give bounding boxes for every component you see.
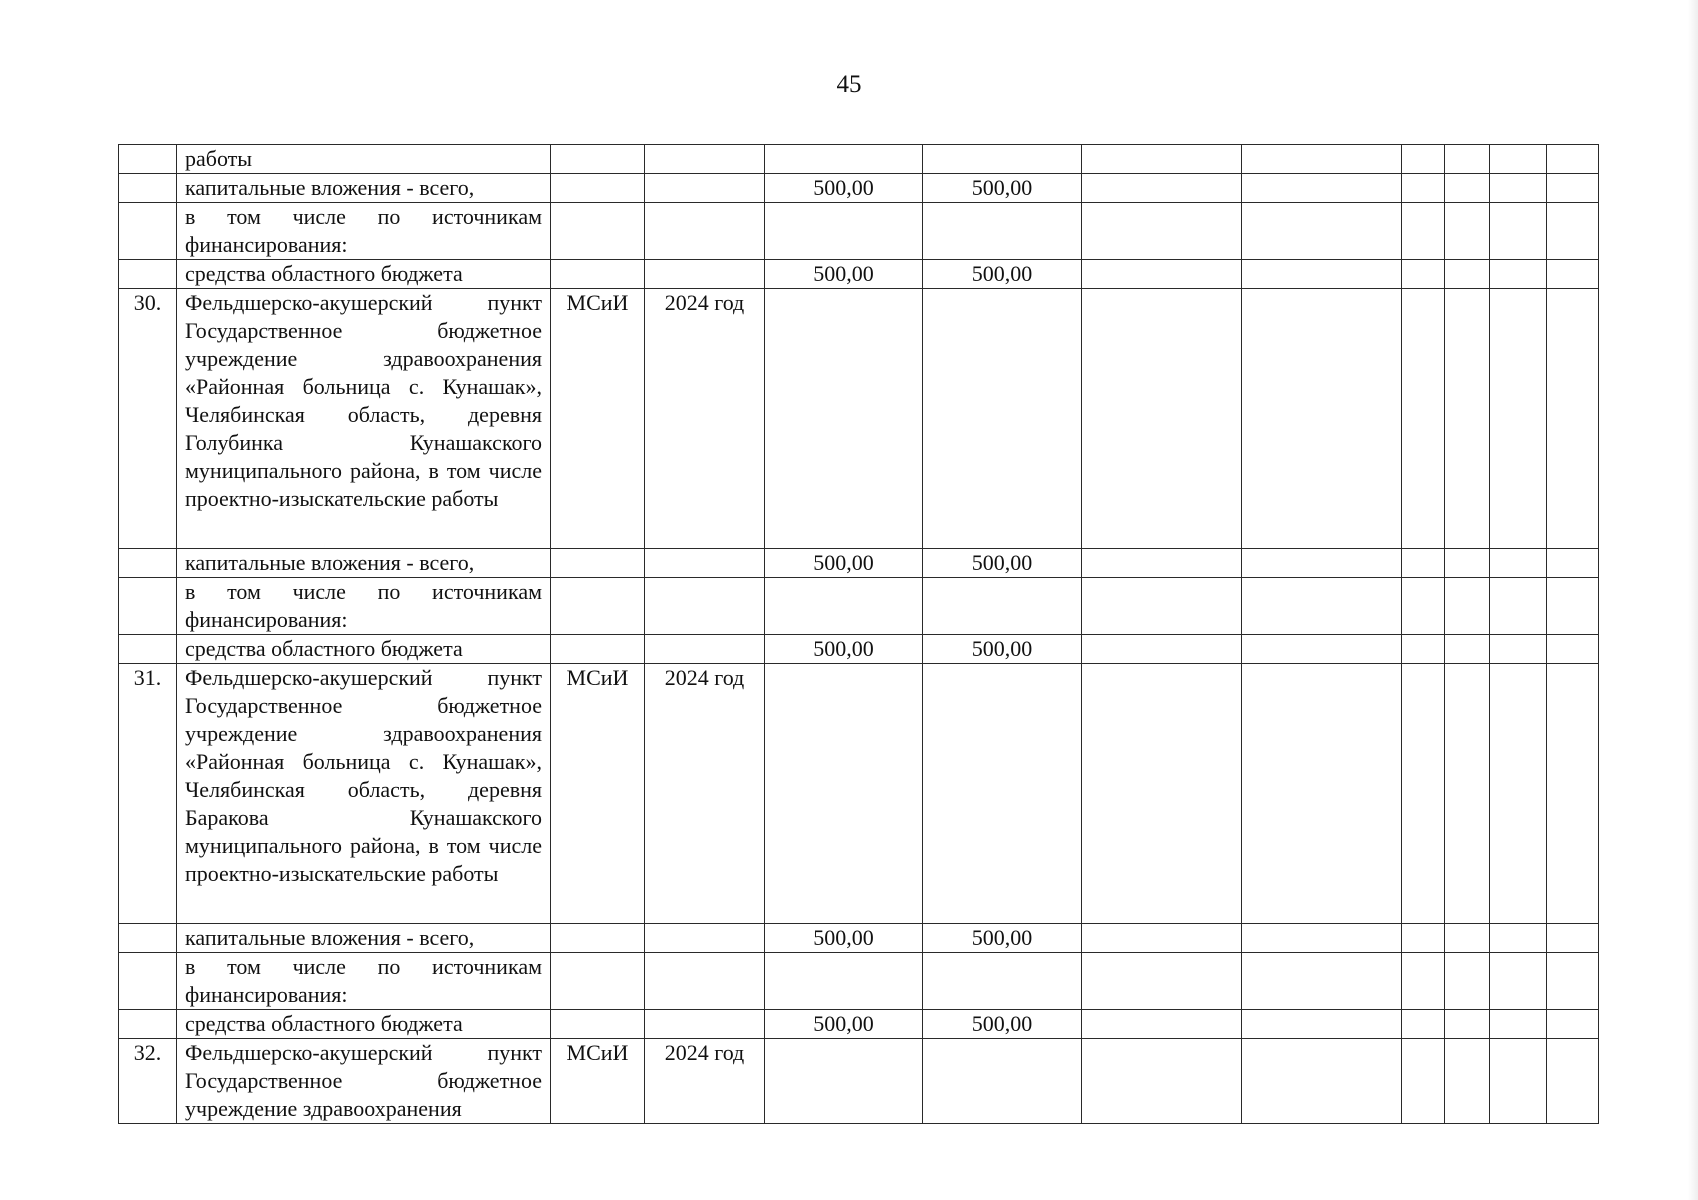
empty-cell	[1082, 924, 1242, 953]
financing-table	[118, 144, 1599, 1124]
responsible-cell	[551, 635, 645, 664]
empty-cell	[1082, 953, 1242, 1010]
amount-year-cell: 500,00	[923, 1010, 1082, 1039]
amount-total-cell	[765, 664, 923, 924]
period-cell	[645, 260, 765, 289]
table-body	[119, 145, 1599, 1124]
empty-cell	[1082, 203, 1242, 260]
row-name-cell: средства областного бюджета	[177, 635, 551, 664]
empty-cell	[1242, 924, 1402, 953]
empty-cell	[1402, 953, 1445, 1010]
amount-year-cell	[923, 1039, 1082, 1124]
amount-total-cell	[765, 145, 923, 174]
empty-cell	[1242, 1010, 1402, 1039]
empty-cell	[1490, 953, 1547, 1010]
amount-total-cell	[765, 203, 923, 260]
empty-cell	[1490, 203, 1547, 260]
table-row	[119, 549, 1599, 578]
row-name-line: финансирования:	[185, 607, 348, 632]
empty-cell	[1242, 145, 1402, 174]
empty-cell	[1082, 289, 1242, 549]
period-cell	[645, 174, 765, 203]
period-cell: 2024 год	[645, 289, 765, 549]
empty-cell	[1242, 203, 1402, 260]
period-cell	[645, 953, 765, 1010]
empty-cell	[1490, 145, 1547, 174]
period-cell: 2024 год	[645, 664, 765, 924]
amount-year-cell	[923, 145, 1082, 174]
responsible-cell	[551, 260, 645, 289]
page-number: 45	[836, 71, 862, 98]
empty-cell	[1402, 578, 1445, 635]
responsible-cell: МСиИ	[551, 664, 645, 924]
empty-cell	[1445, 635, 1490, 664]
empty-cell	[1082, 1039, 1242, 1124]
table-row	[119, 174, 1599, 203]
period-cell: 2024 год	[645, 1039, 765, 1124]
row-number-cell	[119, 260, 177, 289]
empty-cell	[1402, 289, 1445, 549]
row-number-cell	[119, 635, 177, 664]
amount-total-cell	[765, 289, 923, 549]
row-name-line: в том числе по источникам	[185, 579, 542, 604]
empty-cell	[1082, 635, 1242, 664]
amount-year-cell: 500,00	[923, 174, 1082, 203]
empty-cell	[1402, 635, 1445, 664]
empty-cell	[1490, 635, 1547, 664]
table-row	[119, 145, 1599, 174]
row-name-cell: капитальные вложения - всего,	[177, 549, 551, 578]
row-name-cell	[177, 203, 551, 260]
table-row-item	[119, 1039, 1599, 1124]
empty-cell	[1242, 289, 1402, 549]
empty-cell	[1547, 664, 1599, 924]
row-name-cell: капитальные вложения - всего,	[177, 174, 551, 203]
row-number-cell	[119, 174, 177, 203]
amount-year-cell: 500,00	[923, 260, 1082, 289]
empty-cell	[1445, 578, 1490, 635]
empty-cell	[1402, 145, 1445, 174]
amount-year-cell	[923, 953, 1082, 1010]
period-cell	[645, 145, 765, 174]
empty-cell	[1547, 924, 1599, 953]
row-number-cell: 32.	[119, 1039, 177, 1124]
empty-cell	[1402, 1010, 1445, 1039]
empty-cell	[1490, 289, 1547, 549]
amount-total-cell	[765, 1039, 923, 1124]
amount-year-cell	[923, 664, 1082, 924]
row-name-cell: работы	[177, 145, 551, 174]
empty-cell	[1082, 260, 1242, 289]
amount-total-cell: 500,00	[765, 635, 923, 664]
row-name-line: финансирования:	[185, 982, 348, 1007]
empty-cell	[1547, 145, 1599, 174]
row-name-cell	[177, 953, 551, 1010]
empty-cell	[1547, 260, 1599, 289]
empty-cell	[1402, 924, 1445, 953]
empty-cell	[1402, 260, 1445, 289]
row-name-cell: Фельдшерско-акушерский пункт Государственное бюджетное учреждение здравоохранения	[177, 1039, 551, 1124]
empty-cell	[1547, 1010, 1599, 1039]
empty-cell	[1490, 549, 1547, 578]
table-row	[119, 924, 1599, 953]
row-number-cell: 30.	[119, 289, 177, 549]
empty-cell	[1242, 174, 1402, 203]
amount-total-cell	[765, 953, 923, 1010]
empty-cell	[1242, 953, 1402, 1010]
row-number-cell	[119, 924, 177, 953]
table-row	[119, 203, 1599, 260]
empty-cell	[1242, 260, 1402, 289]
row-name-cell: средства областного бюджета	[177, 1010, 551, 1039]
empty-cell	[1547, 174, 1599, 203]
responsible-cell: МСиИ	[551, 1039, 645, 1124]
responsible-cell	[551, 953, 645, 1010]
responsible-cell	[551, 145, 645, 174]
empty-cell	[1445, 260, 1490, 289]
row-name-line: в том числе по источникам	[185, 204, 542, 229]
row-name-line: в том числе по источникам	[185, 954, 542, 979]
table-row	[119, 953, 1599, 1010]
empty-cell	[1445, 1010, 1490, 1039]
responsible-cell	[551, 549, 645, 578]
empty-cell	[1547, 953, 1599, 1010]
empty-cell	[1082, 578, 1242, 635]
empty-cell	[1242, 578, 1402, 635]
responsible-cell	[551, 203, 645, 260]
table-row-item	[119, 664, 1599, 924]
amount-total-cell: 500,00	[765, 549, 923, 578]
empty-cell	[1490, 1039, 1547, 1124]
row-name-cell: средства областного бюджета	[177, 260, 551, 289]
empty-cell	[1402, 549, 1445, 578]
period-cell	[645, 1010, 765, 1039]
table-row	[119, 578, 1599, 635]
period-cell	[645, 635, 765, 664]
row-number-cell	[119, 578, 177, 635]
empty-cell	[1242, 664, 1402, 924]
empty-cell	[1490, 174, 1547, 203]
amount-total-cell: 500,00	[765, 174, 923, 203]
empty-cell	[1547, 635, 1599, 664]
period-cell	[645, 549, 765, 578]
period-cell	[645, 203, 765, 260]
responsible-cell: МСиИ	[551, 289, 645, 549]
row-number-cell	[119, 549, 177, 578]
empty-cell	[1445, 145, 1490, 174]
table-row-item	[119, 289, 1599, 549]
empty-cell	[1082, 1010, 1242, 1039]
empty-cell	[1547, 203, 1599, 260]
empty-cell	[1547, 289, 1599, 549]
amount-total-cell: 500,00	[765, 924, 923, 953]
row-name-cell: Фельдшерско-акушерский пункт Государственное бюджетное учреждение здравоохранения «Районная больница с. Кунашак», Челябинская область, деревня Голубинка Кунашакского муниципального района, в том числе проектно-изыскательские работы	[177, 289, 551, 549]
row-number-cell: 31.	[119, 664, 177, 924]
amount-total-cell: 500,00	[765, 260, 923, 289]
empty-cell	[1242, 635, 1402, 664]
responsible-cell	[551, 924, 645, 953]
empty-cell	[1490, 1010, 1547, 1039]
table-row	[119, 635, 1599, 664]
amount-year-cell: 500,00	[923, 924, 1082, 953]
period-cell	[645, 578, 765, 635]
row-name-cell	[177, 578, 551, 635]
amount-year-cell	[923, 289, 1082, 549]
empty-cell	[1445, 203, 1490, 260]
amount-year-cell	[923, 578, 1082, 635]
responsible-cell	[551, 578, 645, 635]
amount-total-cell: 500,00	[765, 1010, 923, 1039]
empty-cell	[1445, 664, 1490, 924]
responsible-cell	[551, 1010, 645, 1039]
amount-total-cell	[765, 578, 923, 635]
empty-cell	[1445, 289, 1490, 549]
empty-cell	[1547, 578, 1599, 635]
empty-cell	[1402, 1039, 1445, 1124]
empty-cell	[1547, 549, 1599, 578]
scan-edge	[1688, 0, 1698, 1200]
empty-cell	[1082, 664, 1242, 924]
empty-cell	[1490, 578, 1547, 635]
empty-cell	[1445, 549, 1490, 578]
empty-cell	[1402, 203, 1445, 260]
empty-cell	[1490, 924, 1547, 953]
row-name-cell: Фельдшерско-акушерский пункт Государственное бюджетное учреждение здравоохранения «Районная больница с. Кунашак», Челябинская область, деревня Баракова Кунашакского муниципального района, в том числе проектно-изыскательские работы	[177, 664, 551, 924]
table-row	[119, 260, 1599, 289]
period-cell	[645, 924, 765, 953]
empty-cell	[1082, 174, 1242, 203]
table-row	[119, 1010, 1599, 1039]
amount-year-cell	[923, 203, 1082, 260]
amount-year-cell: 500,00	[923, 549, 1082, 578]
row-name-cell: капитальные вложения - всего,	[177, 924, 551, 953]
empty-cell	[1242, 1039, 1402, 1124]
empty-cell	[1445, 174, 1490, 203]
empty-cell	[1402, 664, 1445, 924]
empty-cell	[1445, 924, 1490, 953]
empty-cell	[1490, 664, 1547, 924]
row-number-cell	[119, 953, 177, 1010]
empty-cell	[1547, 1039, 1599, 1124]
empty-cell	[1242, 549, 1402, 578]
amount-year-cell: 500,00	[923, 635, 1082, 664]
row-number-cell	[119, 145, 177, 174]
empty-cell	[1082, 549, 1242, 578]
empty-cell	[1490, 260, 1547, 289]
empty-cell	[1445, 953, 1490, 1010]
row-number-cell	[119, 203, 177, 260]
empty-cell	[1445, 1039, 1490, 1124]
row-number-cell	[119, 1010, 177, 1039]
empty-cell	[1082, 145, 1242, 174]
row-name-line: финансирования:	[185, 232, 348, 257]
empty-cell	[1402, 174, 1445, 203]
responsible-cell	[551, 174, 645, 203]
